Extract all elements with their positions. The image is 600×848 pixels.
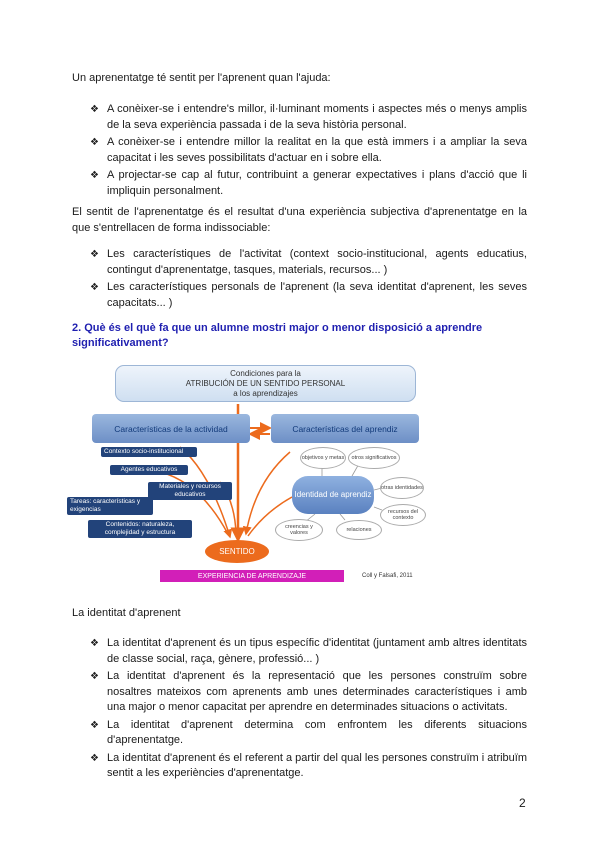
identity-title: La identitat d'aprenent [72,607,181,619]
diamond-bullet-icon: ❖ [90,282,99,293]
list-item: ❖ A conèixer-se i entendre millor la realitat en la que està immers i a ampliar la seva capacitat i les seves possibilitats d'actuar en i sobre ella. [90,136,527,164]
learning-sense-diagram [60,362,440,588]
learner-item: otros significativos [348,447,400,469]
list-item: ❖ A projectar-se cap al futur, contribuint a generar expectatives i plans d'acció que li impliquin personalment. [90,169,527,197]
learner-item: recursos del contexto [380,504,426,526]
diamond-bullet-icon: ❖ [90,671,99,682]
diamond-bullet-icon: ❖ [90,104,99,115]
list-item: ❖ La identitat d'aprenent determina com enfrontem les diferents situacions d'aprenentatge. [90,718,527,746]
list-item: ❖ La identitat d'aprenent és la representació que les persones construïm sobre nosaltres mateixos com aprenents amb unes determinades característiques i amb una major o menor capacitat per aprendre en determinades situacions o activitats. [90,670,527,713]
activity-item: Agentes educativos [110,465,188,475]
list-item: ❖ Les característiques personals de l'aprenent (la seva identitat d'aprenent, les seves capacitats... ) [90,281,527,309]
activity-item: Contexto socio-institucional [101,447,197,457]
learner-item: otras identidades [380,477,424,499]
activity-item: Contenidos: naturaleza, complejidad y estructura [88,520,192,538]
sentido-node: SENTIDO [205,540,269,563]
activity-header: Características de la actividad [92,414,250,443]
list-item: ❖ Les característiques de l'activitat (context socio-institucional, agents educatius, contingut d'aprenentatge, tasques, materials, recursos... ) [90,248,527,276]
list-item: ❖ A conèixer-se i entendre's millor, il·luminant moments i aspectes més o menys amplis de la seva experiència passada i de la seva història personal. [90,103,527,131]
sense-paragraph: El sentit de l'aprenentatge és el resultat d'una experiència subjectiva d'aprenentatge en la que s'entrellacen de forma indissociable: [72,206,527,234]
learner-identity-node: Identidad de aprendiz [292,476,374,514]
identity-link-6 [340,514,345,520]
page-number: 2 [519,796,526,810]
learner-item: creencias y valores [275,519,323,541]
activity-item: Tareas: características y exigencias [67,497,153,515]
diamond-bullet-icon: ❖ [90,170,99,181]
list-item: ❖ La identitat d'aprenent és un tipus específic d'identitat (juntament amb altres identitats de classe social, raça, gènere, professió... ) [90,637,527,665]
diamond-bullet-icon: ❖ [90,752,99,764]
learner-header: Características del aprendiz [271,414,419,443]
diamond-bullet-icon: ❖ [90,137,99,148]
diagram-title: Condiciones para la ATRIBUCIÓN DE UN SENTIDO PERSONAL a los aprendizajes [115,365,416,402]
list-item: ❖ La identitat d'aprenent és el referent a partir del qual les persones construïm i atribuïm sentit a les experiències d'aprenentatge. [90,751,527,779]
identity-bullet-list [90,636,527,784]
learner-item: objetivos y metas [300,447,346,469]
section-heading: 2. Què és el què fa que un alumne mostri major o menor disposició a aprendre significativament? [72,322,483,349]
intro-text: Un aprenentatge té sentit per l'aprenent quan l'ajuda: [72,72,331,84]
diamond-bullet-icon: ❖ [90,249,99,260]
learner-item: relaciones [336,520,382,540]
help-bullet-list [90,102,527,201]
activity-item: Materiales y recursos educativos [148,482,232,500]
diamond-bullet-icon: ❖ [90,638,99,649]
experience-banner: EXPERIENCIA DE APRENDIZAJE [160,570,344,582]
sense-bullet-list [90,247,527,313]
diagram-credit: Coll y Falsafi, 2011 [362,573,413,579]
diamond-bullet-icon: ❖ [90,719,99,731]
